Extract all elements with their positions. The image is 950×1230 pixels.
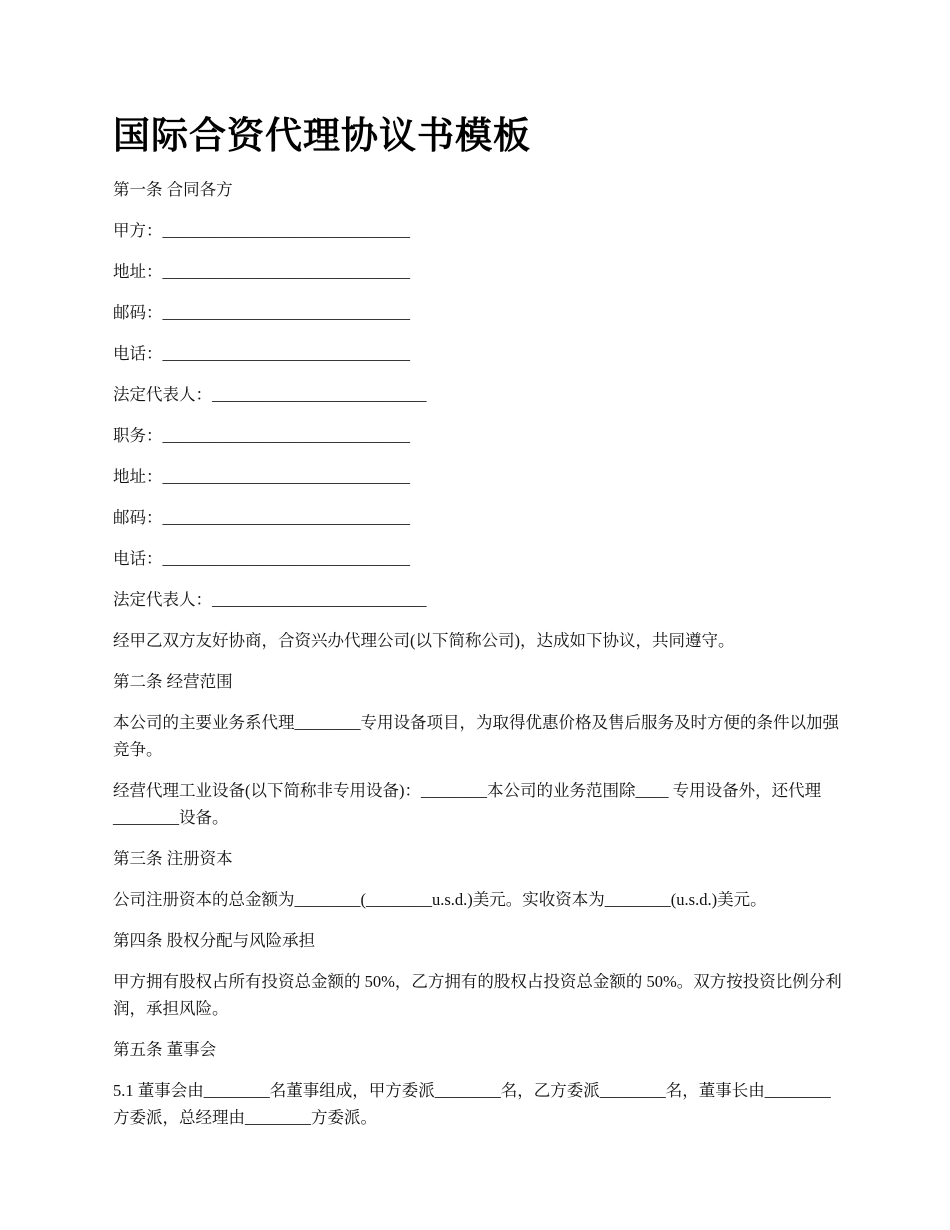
phone-field-2: 电话：______________________________ <box>113 549 410 568</box>
article-4-heading: 第四条 股权分配与风险承担 <box>113 931 316 950</box>
legal-representative-field: 法定代表人：__________________________ <box>113 385 427 404</box>
phone-field: 电话：______________________________ <box>113 344 410 363</box>
address-field: 地址：______________________________ <box>113 262 410 281</box>
document-title: 国际合资代理协议书模板 <box>113 114 531 157</box>
postcode-field-2: 邮码：______________________________ <box>113 508 410 527</box>
article-1-heading: 第一条 合同各方 <box>113 180 233 199</box>
address-field-2: 地址：______________________________ <box>113 467 410 486</box>
legal-representative-field-2: 法定代表人：__________________________ <box>113 590 427 609</box>
party-a-field: 甲方：______________________________ <box>113 221 410 240</box>
industrial-equipment-paragraph: 经营代理工业设备(以下简称非专用设备)：________本公司的业务范围除____ 专用设备外，还代理________设备。 <box>113 781 822 827</box>
equity-paragraph: 甲方拥有股权占所有投资总金额的 50%，乙方拥有的股权占投资总金额的 50%。双方按投资比例分利润，承担风险。 <box>113 972 842 1018</box>
document-page <box>113 110 843 1145</box>
position-field: 职务：______________________________ <box>113 426 410 445</box>
business-scope-paragraph: 本公司的主要业务系代理________专用设备项目，为取得优惠价格及售后服务及时方便的条件以加强竞争。 <box>113 713 839 759</box>
article-2-heading: 第二条 经营范围 <box>113 672 233 691</box>
postcode-field: 邮码：______________________________ <box>113 303 410 322</box>
article-3-heading: 第三条 注册资本 <box>113 849 233 868</box>
agreement-preamble: 经甲乙双方友好协商，合资兴办代理公司(以下简称公司)，达成如下协议，共同遵守。 <box>113 631 735 650</box>
article-5-heading: 第五条 董事会 <box>113 1040 217 1059</box>
registered-capital-paragraph: 公司注册资本的总金额为________(________u.s.d.)美元。实收资本为________(u.s.d.)美元。 <box>113 890 767 909</box>
board-composition-paragraph: 5.1 董事会由________名董事组成，甲方委派________名，乙方委派________名，董事长由________方委派，总经理由________方委派。 <box>113 1081 831 1127</box>
